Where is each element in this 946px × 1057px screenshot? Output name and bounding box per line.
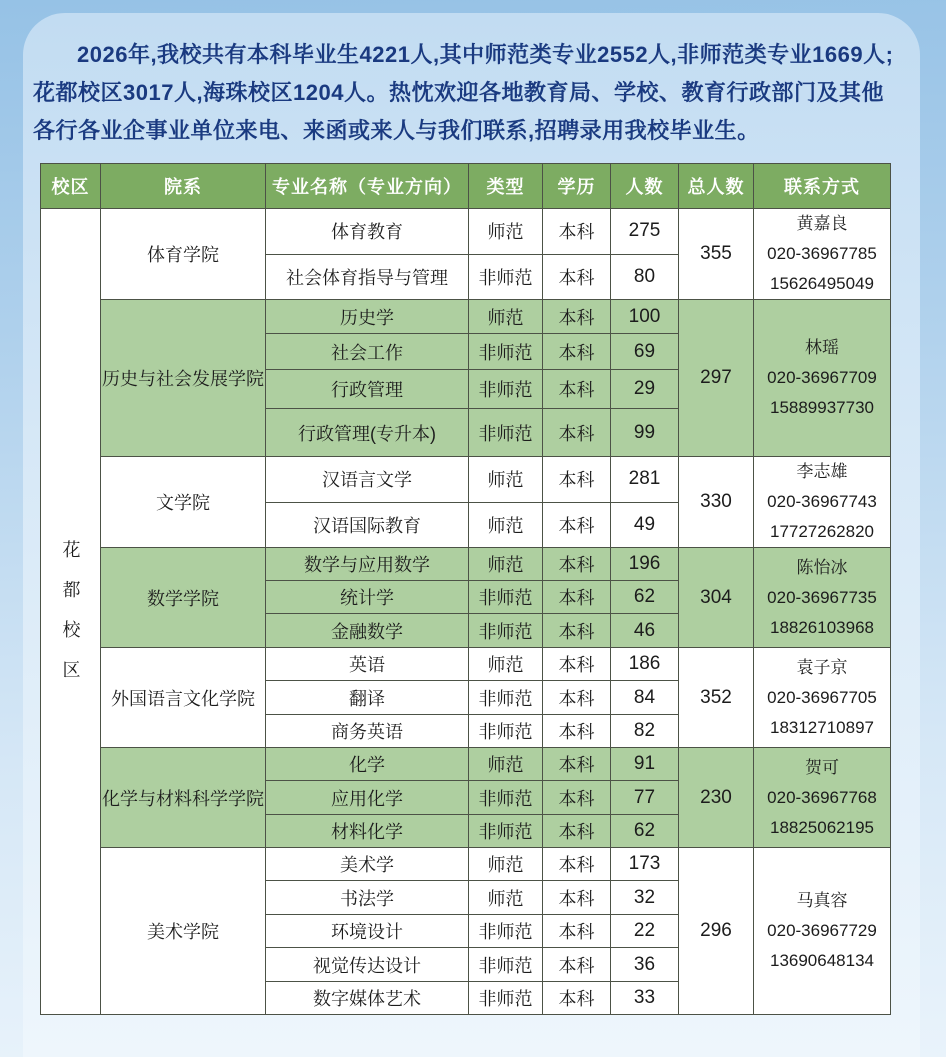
major-type-cell: 师范 — [469, 502, 543, 548]
major-name-cell: 应用化学 — [266, 781, 469, 815]
total-count-cell: 297 — [679, 300, 754, 457]
degree-level-cell: 本科 — [543, 815, 611, 848]
major-type-cell: 师范 — [469, 748, 543, 781]
degree-level-cell: 本科 — [543, 548, 611, 581]
major-name-cell: 金融数学 — [266, 614, 469, 648]
count-cell: 84 — [611, 681, 679, 715]
degree-level-cell: 本科 — [543, 781, 611, 815]
degree-level-cell: 本科 — [543, 409, 611, 457]
count-cell: 186 — [611, 648, 679, 681]
department-cell: 体育学院 — [101, 209, 266, 300]
major-name-cell: 数学与应用数学 — [266, 548, 469, 581]
column-header: 学历 — [543, 164, 611, 209]
column-header: 校区 — [41, 164, 101, 209]
column-header: 类型 — [469, 164, 543, 209]
major-name-cell: 书法学 — [266, 881, 469, 915]
degree-level-cell: 本科 — [543, 254, 611, 300]
total-count-cell: 355 — [679, 209, 754, 300]
major-type-cell: 非师范 — [469, 581, 543, 614]
degree-level-cell: 本科 — [543, 648, 611, 681]
table-row — [41, 300, 891, 334]
major-name-cell: 历史学 — [266, 300, 469, 334]
contact-line: 马真容 — [796, 891, 848, 910]
contact-line: 袁子京 — [796, 657, 848, 677]
table-row — [41, 848, 891, 881]
major-name-cell: 体育教育 — [266, 209, 469, 255]
major-name-cell: 统计学 — [266, 581, 469, 614]
count-cell: 49 — [611, 502, 679, 548]
degree-level-cell: 本科 — [543, 614, 611, 648]
contact-line: 陈怡冰 — [796, 557, 848, 577]
major-type-cell: 非师范 — [469, 409, 543, 457]
major-type-cell: 非师范 — [469, 815, 543, 848]
degree-level-cell: 本科 — [543, 982, 611, 1015]
department-cell: 化学与材料科学学院 — [101, 748, 266, 848]
content-panel — [23, 13, 920, 1057]
department-cell: 外国语言文化学院 — [101, 648, 266, 748]
count-cell: 36 — [611, 948, 679, 982]
count-cell: 82 — [611, 715, 679, 748]
major-name-cell: 英语 — [266, 648, 469, 681]
total-count-cell: 330 — [679, 457, 754, 548]
department-cell: 文学院 — [101, 457, 266, 548]
degree-level-cell: 本科 — [543, 715, 611, 748]
total-count-cell: 296 — [679, 848, 754, 1015]
major-type-cell: 非师范 — [469, 781, 543, 815]
count-cell: 33 — [611, 982, 679, 1015]
contact-line: 020-36967743 — [767, 492, 877, 511]
degree-level-cell: 本科 — [543, 915, 611, 948]
department-cell: 历史与社会发展学院 — [101, 300, 266, 457]
table-header-row — [41, 164, 891, 209]
count-cell: 29 — [611, 370, 679, 409]
degree-level-cell: 本科 — [543, 581, 611, 614]
count-cell: 99 — [611, 409, 679, 457]
degree-level-cell: 本科 — [543, 948, 611, 982]
contact-line: 15626495049 — [769, 274, 874, 293]
degree-level-cell: 本科 — [543, 748, 611, 781]
contact-line: 020-36967735 — [767, 587, 877, 607]
major-type-cell: 非师范 — [469, 982, 543, 1015]
column-header: 院系 — [101, 164, 266, 209]
major-type-cell: 非师范 — [469, 614, 543, 648]
column-header: 联系方式 — [754, 164, 891, 209]
count-cell: 62 — [611, 815, 679, 848]
graduates-table — [40, 163, 891, 1015]
count-cell: 46 — [611, 614, 679, 648]
degree-level-cell: 本科 — [543, 370, 611, 409]
major-type-cell: 师范 — [469, 548, 543, 581]
count-cell: 77 — [611, 781, 679, 815]
count-cell: 91 — [611, 748, 679, 781]
campus-cell — [41, 209, 101, 1015]
count-cell: 32 — [611, 881, 679, 915]
column-header: 专业名称（专业方向） — [266, 164, 469, 209]
contact-cell — [754, 548, 891, 648]
major-name-cell: 环境设计 — [266, 915, 469, 948]
contact-cell — [754, 209, 891, 300]
contact-cell — [754, 748, 891, 848]
contact-cell — [754, 300, 891, 457]
contact-line: 李志雄 — [796, 462, 848, 481]
degree-level-cell: 本科 — [543, 681, 611, 715]
table-row — [41, 648, 891, 681]
degree-level-cell: 本科 — [543, 334, 611, 370]
count-cell: 80 — [611, 254, 679, 300]
count-cell: 22 — [611, 915, 679, 948]
degree-level-cell: 本科 — [543, 457, 611, 503]
contact-line: 17727262820 — [769, 522, 874, 541]
total-count-cell: 304 — [679, 548, 754, 648]
contact-line: 020-36967768 — [767, 787, 877, 807]
contact-line: 林瑶 — [805, 338, 839, 357]
count-cell: 281 — [611, 457, 679, 503]
count-cell: 173 — [611, 848, 679, 881]
major-name-cell: 汉语国际教育 — [266, 502, 469, 548]
major-type-cell: 师范 — [469, 881, 543, 915]
major-name-cell: 材料化学 — [266, 815, 469, 848]
major-type-cell: 非师范 — [469, 254, 543, 300]
count-cell: 275 — [611, 209, 679, 255]
major-type-cell: 非师范 — [469, 681, 543, 715]
contact-line: 020-36967709 — [767, 368, 877, 387]
major-name-cell: 行政管理(专升本) — [266, 409, 469, 457]
contact-line: 020-36967729 — [767, 921, 877, 940]
contact-line: 020-36967705 — [767, 687, 877, 707]
table-row — [41, 748, 891, 781]
degree-level-cell: 本科 — [543, 209, 611, 255]
contact-line: 18825062195 — [769, 817, 874, 837]
table-row — [41, 457, 891, 503]
major-type-cell: 师范 — [469, 648, 543, 681]
contact-line: 18312710897 — [769, 717, 874, 737]
major-name-cell: 美术学 — [266, 848, 469, 881]
major-name-cell: 视觉传达设计 — [266, 948, 469, 982]
table-row — [41, 209, 891, 255]
intro-paragraph: 2026年,我校共有本科毕业生4221人,其中师范类专业2552人,非师范类专业1669人;花都校区3017人,海珠校区1204人。热忱欢迎各地教育局、学校、教育行政部门及其他各行各业企事业单位来电、来函或来人与我们联系,招聘录用我校毕业生。 — [33, 42, 894, 143]
total-count-cell: 230 — [679, 748, 754, 848]
major-name-cell: 汉语言文学 — [266, 457, 469, 503]
major-name-cell: 翻译 — [266, 681, 469, 715]
degree-level-cell: 本科 — [543, 881, 611, 915]
contact-line: 黄嘉良 — [796, 214, 848, 233]
contact-cell — [754, 648, 891, 748]
campus-label: 花都校区 — [60, 540, 81, 700]
contact-line: 13690648134 — [769, 951, 874, 970]
degree-level-cell: 本科 — [543, 502, 611, 548]
contact-line: 020-36967785 — [767, 244, 877, 263]
count-cell: 100 — [611, 300, 679, 334]
column-header: 总人数 — [679, 164, 754, 209]
major-type-cell: 师范 — [469, 848, 543, 881]
contact-line: 贺可 — [805, 757, 839, 777]
total-count-cell: 352 — [679, 648, 754, 748]
department-cell: 美术学院 — [101, 848, 266, 1015]
major-type-cell: 师范 — [469, 209, 543, 255]
major-name-cell: 商务英语 — [266, 715, 469, 748]
contact-line: 15889937730 — [769, 398, 874, 417]
column-header: 人数 — [611, 164, 679, 209]
major-type-cell: 非师范 — [469, 948, 543, 982]
major-type-cell: 师范 — [469, 300, 543, 334]
table-row — [41, 548, 891, 581]
degree-level-cell: 本科 — [543, 300, 611, 334]
major-name-cell: 行政管理 — [266, 370, 469, 409]
contact-line: 18826103968 — [769, 617, 874, 637]
count-cell: 196 — [611, 548, 679, 581]
major-type-cell: 非师范 — [469, 915, 543, 948]
department-cell: 数学学院 — [101, 548, 266, 648]
major-type-cell: 非师范 — [469, 370, 543, 409]
major-name-cell: 数字媒体艺术 — [266, 982, 469, 1015]
degree-level-cell: 本科 — [543, 848, 611, 881]
contact-cell — [754, 848, 891, 1015]
major-name-cell: 化学 — [266, 748, 469, 781]
count-cell: 69 — [611, 334, 679, 370]
major-type-cell: 非师范 — [469, 334, 543, 370]
major-type-cell: 师范 — [469, 457, 543, 503]
major-name-cell: 社会体育指导与管理 — [266, 254, 469, 300]
major-name-cell: 社会工作 — [266, 334, 469, 370]
count-cell: 62 — [611, 581, 679, 614]
major-type-cell: 非师范 — [469, 715, 543, 748]
contact-cell — [754, 457, 891, 548]
